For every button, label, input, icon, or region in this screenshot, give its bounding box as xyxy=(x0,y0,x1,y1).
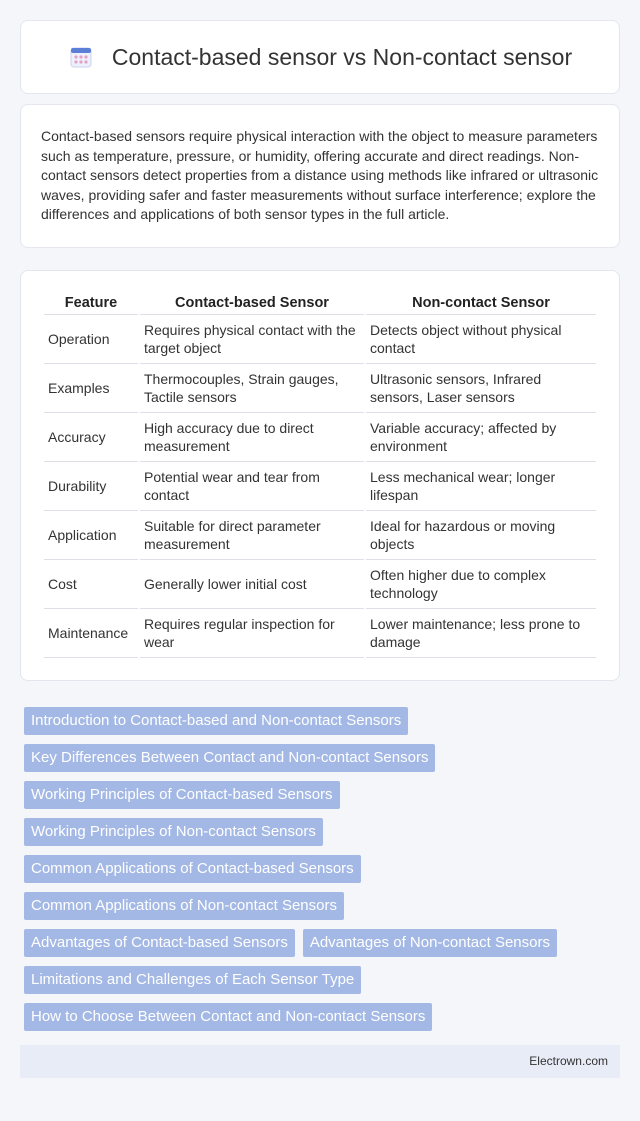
row-noncontact-value: Detects object without physical contact xyxy=(366,315,596,364)
row-feature: Operation xyxy=(44,315,138,364)
row-noncontact-value: Less mechanical wear; longer lifespan xyxy=(366,462,596,511)
link-contact-principles[interactable]: Working Principles of Contact-based Sensors xyxy=(24,781,340,809)
row-contact-value: Generally lower initial cost xyxy=(140,560,364,609)
column-header-noncontact: Non-contact Sensor xyxy=(366,293,596,315)
page-title: Contact-based sensor vs Non-contact sensor xyxy=(111,43,573,70)
comparison-table-card xyxy=(20,270,620,681)
intro-paragraph: Contact-based sensors require physical interaction with the object to measure parameters such as temperature, pressure, or humidity, offering accurate and direct readings. Non-contact sensors detect properties from a distance using methods like infrared or ultrasonic waves, providing safer and faster measurements without surface interference; explore the differences and applications of both sensor types in the full article. xyxy=(41,128,599,222)
table-row xyxy=(44,364,596,413)
table-header-row xyxy=(44,293,596,315)
table-row xyxy=(44,462,596,511)
row-noncontact-value: Often higher due to complex technology xyxy=(366,560,596,609)
row-contact-value: Suitable for direct parameter measurement xyxy=(140,511,364,560)
table-row xyxy=(44,560,596,609)
comparison-table xyxy=(42,293,598,658)
link-key-differences[interactable]: Key Differences Between Contact and Non-contact Sensors xyxy=(24,744,435,772)
table-row xyxy=(44,609,596,658)
row-feature: Examples xyxy=(44,364,138,413)
related-links xyxy=(20,707,620,1031)
link-contact-applications[interactable]: Common Applications of Contact-based Sensors xyxy=(24,855,361,883)
footer xyxy=(20,1045,620,1078)
row-contact-value: Requires physical contact with the target object xyxy=(140,315,364,364)
link-noncontact-principles[interactable]: Working Principles of Non-contact Sensors xyxy=(24,818,323,846)
link-noncontact-applications[interactable]: Common Applications of Non-contact Sensors xyxy=(24,892,344,920)
link-limitations[interactable]: Limitations and Challenges of Each Sensor Type xyxy=(24,966,361,994)
footer-brand: Electrown.com xyxy=(529,1054,608,1068)
intro-card xyxy=(20,104,620,248)
column-header-feature: Feature xyxy=(44,293,138,315)
row-noncontact-value: Variable accuracy; affected by environment xyxy=(366,413,596,462)
row-noncontact-value: Lower maintenance; less prone to damage xyxy=(366,609,596,658)
link-intro[interactable]: Introduction to Contact-based and Non-contact Sensors xyxy=(24,707,408,735)
row-noncontact-value: Ideal for hazardous or moving objects xyxy=(366,511,596,560)
row-contact-value: Requires regular inspection for wear xyxy=(140,609,364,658)
row-contact-value: High accuracy due to direct measurement xyxy=(140,413,364,462)
link-contact-advantages[interactable]: Advantages of Contact-based Sensors xyxy=(24,929,295,957)
row-feature: Durability xyxy=(44,462,138,511)
row-feature: Accuracy xyxy=(44,413,138,462)
table-row xyxy=(44,413,596,462)
table-row xyxy=(44,315,596,364)
link-noncontact-advantages[interactable]: Advantages of Non-contact Sensors xyxy=(303,929,557,957)
row-noncontact-value: Ultrasonic sensors, Infrared sensors, Laser sensors xyxy=(366,364,596,413)
link-how-to-choose[interactable]: How to Choose Between Contact and Non-contact Sensors xyxy=(24,1003,432,1031)
row-feature: Cost xyxy=(44,560,138,609)
title-card xyxy=(20,20,620,94)
row-feature: Maintenance xyxy=(44,609,138,658)
row-contact-value: Thermocouples, Strain gauges, Tactile sensors xyxy=(140,364,364,413)
row-feature: Application xyxy=(44,511,138,560)
table-row xyxy=(44,511,596,560)
calendar-grid-icon xyxy=(68,44,94,70)
column-header-contact: Contact-based Sensor xyxy=(140,293,364,315)
row-contact-value: Potential wear and tear from contact xyxy=(140,462,364,511)
